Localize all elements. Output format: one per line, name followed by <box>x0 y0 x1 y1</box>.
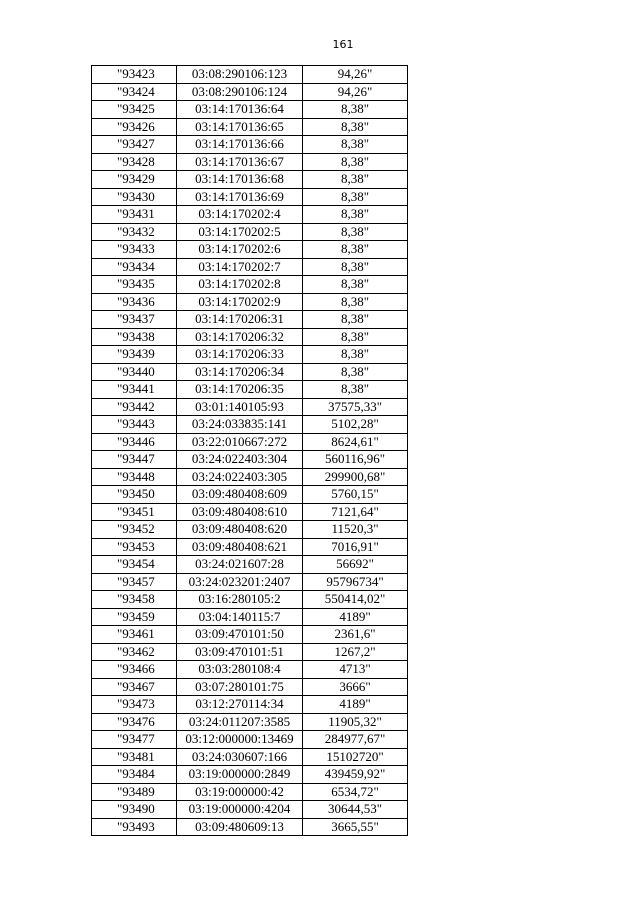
record-number-cell: "93436 <box>92 293 177 311</box>
area-cell: 8624,61" <box>303 433 408 451</box>
record-number-cell: "93490 <box>92 801 177 819</box>
area-cell: 8,38" <box>303 206 408 224</box>
cadastral-number-cell: 03:14:170202:8 <box>177 276 303 294</box>
record-number-cell: "93476 <box>92 713 177 731</box>
table-row <box>92 171 408 189</box>
area-cell: 3666" <box>303 678 408 696</box>
record-number-cell: "93458 <box>92 591 177 609</box>
table-row <box>92 328 408 346</box>
area-cell: 8,38" <box>303 258 408 276</box>
table-row <box>92 118 408 136</box>
cadastral-number-cell: 03:24:033835:141 <box>177 416 303 434</box>
page-number: 161 <box>332 38 354 51</box>
cadastral-number-cell: 03:24:021607:28 <box>177 556 303 574</box>
area-cell: 8,38" <box>303 276 408 294</box>
cadastral-number-cell: 03:19:000000:2849 <box>177 766 303 784</box>
table-row <box>92 643 408 661</box>
table-row <box>92 398 408 416</box>
table-row <box>92 363 408 381</box>
table-row <box>92 713 408 731</box>
table-row <box>92 801 408 819</box>
cadastral-number-cell: 03:01:140105:93 <box>177 398 303 416</box>
area-cell: 8,38" <box>303 118 408 136</box>
record-number-cell: "93427 <box>92 136 177 154</box>
record-number-cell: "93450 <box>92 486 177 504</box>
area-cell: 11905,32" <box>303 713 408 731</box>
record-number-cell: "93437 <box>92 311 177 329</box>
table-row <box>92 223 408 241</box>
area-cell: 8,38" <box>303 293 408 311</box>
table-row <box>92 538 408 556</box>
cadastral-number-cell: 03:19:000000:4204 <box>177 801 303 819</box>
cadastral-number-cell: 03:14:170206:31 <box>177 311 303 329</box>
cadastral-number-cell: 03:14:170202:4 <box>177 206 303 224</box>
table-row <box>92 748 408 766</box>
table-row <box>92 521 408 539</box>
table-row <box>92 678 408 696</box>
record-number-cell: "93477 <box>92 731 177 749</box>
record-number-cell: "93440 <box>92 363 177 381</box>
record-number-cell: "93461 <box>92 626 177 644</box>
table-row <box>92 556 408 574</box>
area-cell: 299900,68" <box>303 468 408 486</box>
area-cell: 56692" <box>303 556 408 574</box>
record-number-cell: "93431 <box>92 206 177 224</box>
cadastral-number-cell: 03:14:170136:66 <box>177 136 303 154</box>
cadastral-number-cell: 03:09:470101:50 <box>177 626 303 644</box>
area-cell: 37575,33" <box>303 398 408 416</box>
record-number-cell: "93466 <box>92 661 177 679</box>
cadastral-number-cell: 03:22:010667:272 <box>177 433 303 451</box>
table-row <box>92 626 408 644</box>
cadastral-number-cell: 03:14:170136:64 <box>177 101 303 119</box>
table-row <box>92 311 408 329</box>
record-number-cell: "93493 <box>92 818 177 836</box>
record-number-cell: "93429 <box>92 171 177 189</box>
cadastral-number-cell: 03:14:170202:5 <box>177 223 303 241</box>
table-row <box>92 258 408 276</box>
cadastral-number-cell: 03:12:270114:34 <box>177 696 303 714</box>
record-number-cell: "93430 <box>92 188 177 206</box>
area-cell: 8,38" <box>303 171 408 189</box>
record-number-cell: "93481 <box>92 748 177 766</box>
table-row <box>92 206 408 224</box>
record-number-cell: "93453 <box>92 538 177 556</box>
cadastral-number-cell: 03:19:000000:42 <box>177 783 303 801</box>
area-cell: 8,38" <box>303 153 408 171</box>
table-row <box>92 661 408 679</box>
table-row <box>92 433 408 451</box>
table-row <box>92 188 408 206</box>
cadastral-number-cell: 03:09:480408:621 <box>177 538 303 556</box>
area-cell: 8,38" <box>303 136 408 154</box>
cadastral-number-cell: 03:24:023201:2407 <box>177 573 303 591</box>
area-cell: 5760,15" <box>303 486 408 504</box>
record-number-cell: "93439 <box>92 346 177 364</box>
cadastral-number-cell: 03:24:011207:3585 <box>177 713 303 731</box>
record-number-cell: "93473 <box>92 696 177 714</box>
area-cell: 5102,28" <box>303 416 408 434</box>
cadastral-number-cell: 03:14:170136:68 <box>177 171 303 189</box>
area-cell: 8,38" <box>303 223 408 241</box>
cadastral-number-cell: 03:04:140115:7 <box>177 608 303 626</box>
record-number-cell: "93459 <box>92 608 177 626</box>
record-number-cell: "93467 <box>92 678 177 696</box>
table-row <box>92 591 408 609</box>
record-number-cell: "93435 <box>92 276 177 294</box>
cadastral-number-cell: 03:24:022403:305 <box>177 468 303 486</box>
table-row <box>92 766 408 784</box>
area-cell: 8,38" <box>303 241 408 259</box>
cadastral-number-cell: 03:14:170136:65 <box>177 118 303 136</box>
area-cell: 284977,67" <box>303 731 408 749</box>
area-cell: 95796734" <box>303 573 408 591</box>
cadastral-number-cell: 03:14:170206:34 <box>177 363 303 381</box>
table-row <box>92 153 408 171</box>
cadastral-number-cell: 03:09:480408:620 <box>177 521 303 539</box>
area-cell: 7121,64" <box>303 503 408 521</box>
cadastral-number-cell: 03:09:480609:13 <box>177 818 303 836</box>
area-cell: 2361,6" <box>303 626 408 644</box>
table-row <box>92 731 408 749</box>
table-row <box>92 346 408 364</box>
cadastral-number-cell: 03:14:170206:35 <box>177 381 303 399</box>
area-cell: 7016,91" <box>303 538 408 556</box>
cadastral-number-cell: 03:24:022403:304 <box>177 451 303 469</box>
record-number-cell: "93424 <box>92 83 177 101</box>
table-row <box>92 241 408 259</box>
cadastral-number-cell: 03:07:280101:75 <box>177 678 303 696</box>
table-row <box>92 468 408 486</box>
record-number-cell: "93451 <box>92 503 177 521</box>
cadastral-number-cell: 03:03:280108:4 <box>177 661 303 679</box>
area-cell: 8,38" <box>303 188 408 206</box>
area-cell: 8,38" <box>303 346 408 364</box>
cadastral-number-cell: 03:08:290106:123 <box>177 66 303 84</box>
area-cell: 8,38" <box>303 381 408 399</box>
record-number-cell: "93426 <box>92 118 177 136</box>
cadastral-number-cell: 03:14:170136:67 <box>177 153 303 171</box>
record-number-cell: "93442 <box>92 398 177 416</box>
cadastral-number-cell: 03:14:170202:9 <box>177 293 303 311</box>
table-row <box>92 573 408 591</box>
record-number-cell: "93452 <box>92 521 177 539</box>
area-cell: 3665,55" <box>303 818 408 836</box>
registry-table <box>91 65 408 836</box>
record-number-cell: "93454 <box>92 556 177 574</box>
area-cell: 15102720" <box>303 748 408 766</box>
area-cell: 1267,2" <box>303 643 408 661</box>
area-cell: 11520,3" <box>303 521 408 539</box>
area-cell: 30644,53" <box>303 801 408 819</box>
table-row <box>92 486 408 504</box>
area-cell: 560116,96" <box>303 451 408 469</box>
table-row <box>92 783 408 801</box>
area-cell: 94,26" <box>303 83 408 101</box>
cadastral-number-cell: 03:14:170202:6 <box>177 241 303 259</box>
registry-table-body <box>92 66 408 836</box>
table-row <box>92 101 408 119</box>
table-row <box>92 416 408 434</box>
table-row <box>92 276 408 294</box>
table-row <box>92 818 408 836</box>
area-cell: 550414,02" <box>303 591 408 609</box>
area-cell: 8,38" <box>303 311 408 329</box>
record-number-cell: "93433 <box>92 241 177 259</box>
table-row <box>92 66 408 84</box>
area-cell: 94,26" <box>303 66 408 84</box>
record-number-cell: "93432 <box>92 223 177 241</box>
table-row <box>92 608 408 626</box>
record-number-cell: "93447 <box>92 451 177 469</box>
area-cell: 4189" <box>303 608 408 626</box>
area-cell: 4713" <box>303 661 408 679</box>
area-cell: 8,38" <box>303 328 408 346</box>
cadastral-number-cell: 03:16:280105:2 <box>177 591 303 609</box>
record-number-cell: "93489 <box>92 783 177 801</box>
cadastral-number-cell: 03:09:480408:610 <box>177 503 303 521</box>
record-number-cell: "93438 <box>92 328 177 346</box>
cadastral-number-cell: 03:09:480408:609 <box>177 486 303 504</box>
table-row <box>92 136 408 154</box>
table-row <box>92 451 408 469</box>
cadastral-number-cell: 03:08:290106:124 <box>177 83 303 101</box>
record-number-cell: "93425 <box>92 101 177 119</box>
record-number-cell: "93443 <box>92 416 177 434</box>
cadastral-number-cell: 03:09:470101:51 <box>177 643 303 661</box>
record-number-cell: "93434 <box>92 258 177 276</box>
record-number-cell: "93428 <box>92 153 177 171</box>
area-cell: 8,38" <box>303 101 408 119</box>
area-cell: 8,38" <box>303 363 408 381</box>
cadastral-number-cell: 03:14:170136:69 <box>177 188 303 206</box>
table-row <box>92 83 408 101</box>
area-cell: 439459,92" <box>303 766 408 784</box>
table-row <box>92 381 408 399</box>
cadastral-number-cell: 03:24:030607:166 <box>177 748 303 766</box>
record-number-cell: "93423 <box>92 66 177 84</box>
record-number-cell: "93484 <box>92 766 177 784</box>
record-number-cell: "93457 <box>92 573 177 591</box>
record-number-cell: "93448 <box>92 468 177 486</box>
table-row <box>92 293 408 311</box>
record-number-cell: "93462 <box>92 643 177 661</box>
table-row <box>92 503 408 521</box>
record-number-cell: "93441 <box>92 381 177 399</box>
record-number-cell: "93446 <box>92 433 177 451</box>
area-cell: 6534,72" <box>303 783 408 801</box>
cadastral-number-cell: 03:14:170206:33 <box>177 346 303 364</box>
cadastral-number-cell: 03:14:170206:32 <box>177 328 303 346</box>
area-cell: 4189" <box>303 696 408 714</box>
table-row <box>92 696 408 714</box>
cadastral-number-cell: 03:14:170202:7 <box>177 258 303 276</box>
cadastral-number-cell: 03:12:000000:13469 <box>177 731 303 749</box>
